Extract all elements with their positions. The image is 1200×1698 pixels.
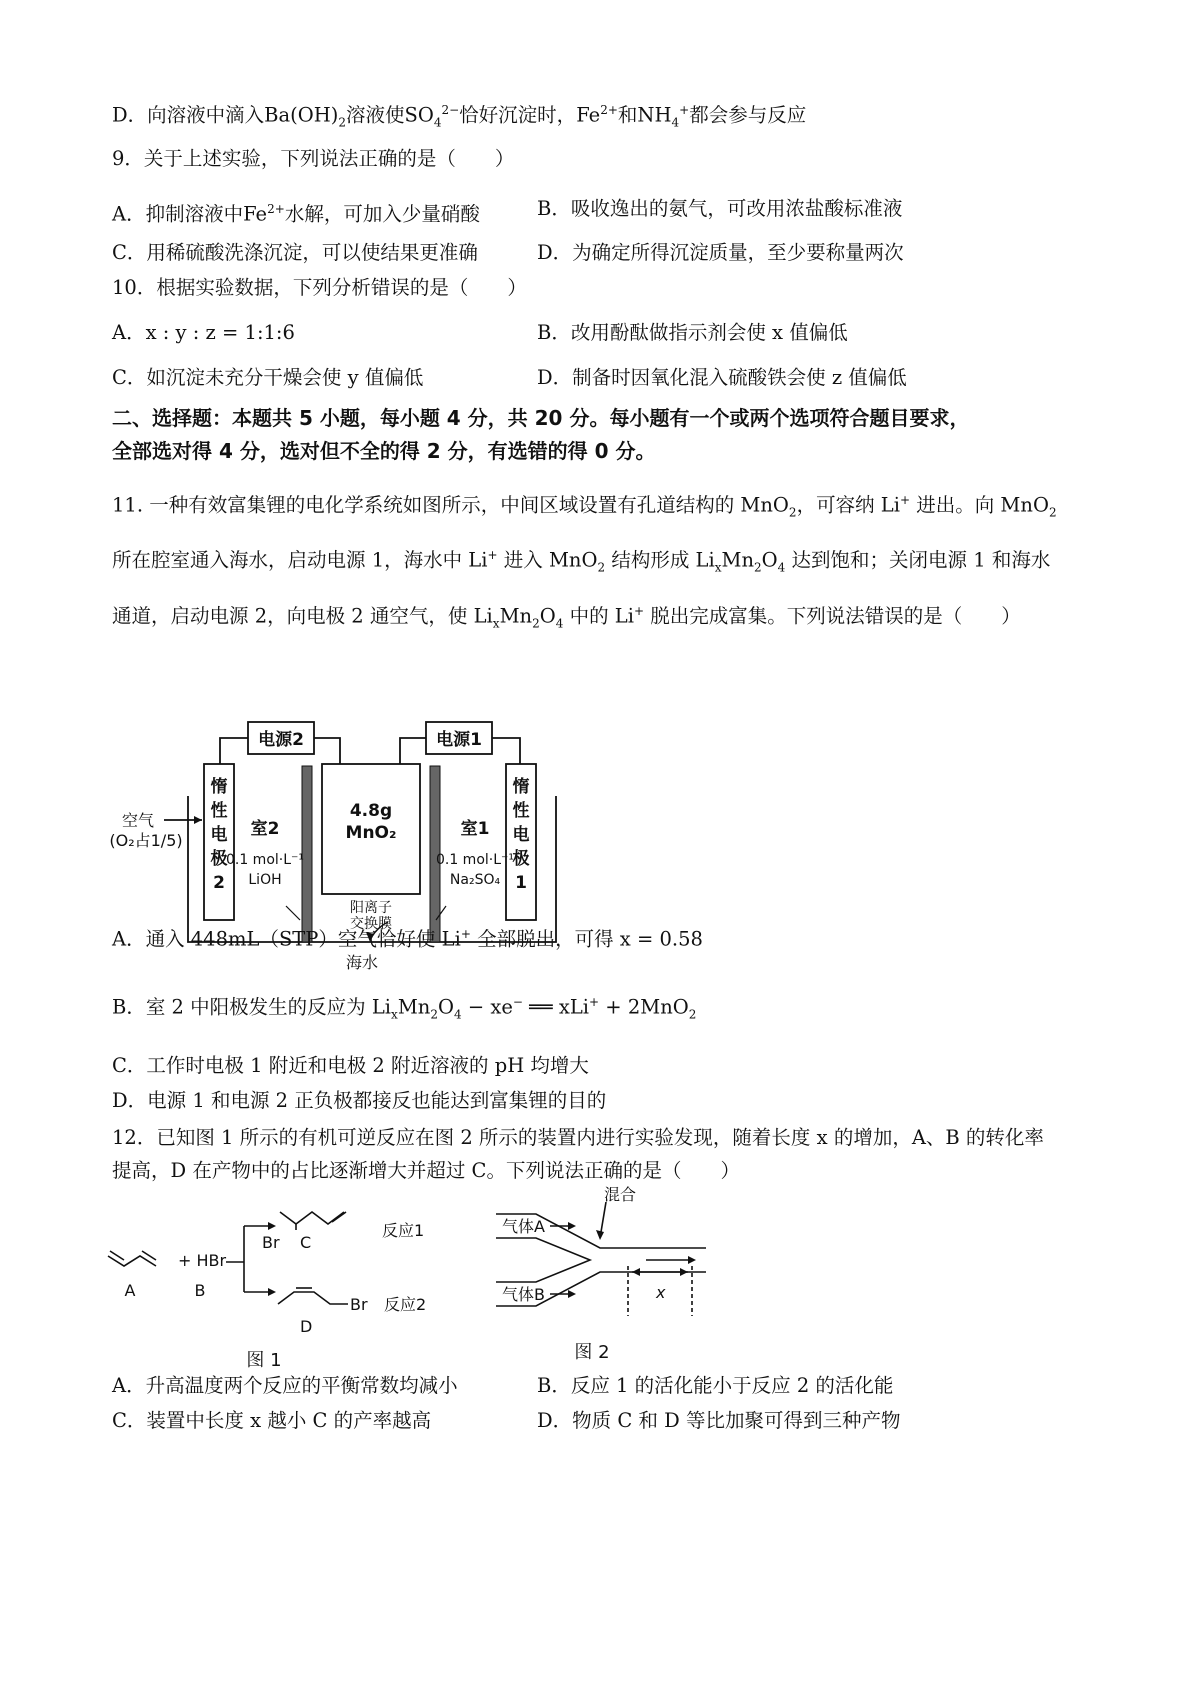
- option-11d: D．电源 1 和电源 2 正负极都接反也能达到富集锂的目的: [112, 1089, 607, 1112]
- membrane-label-1: 阳离子: [350, 900, 392, 916]
- mno2-mass: 4.8g: [349, 801, 393, 821]
- air-label: 空气: [121, 811, 155, 830]
- option-9b: B．吸收逸出的氨气，可改用浓盐酸标准液: [537, 197, 903, 220]
- figure-2-mixing-device: [496, 1186, 726, 1376]
- compound-c-label: C: [300, 1233, 312, 1252]
- mix-label: 混合: [604, 1186, 637, 1204]
- svg-text:性: 性: [512, 801, 530, 821]
- room-2-label: 室2: [250, 819, 280, 839]
- compound-d-label: D: [300, 1317, 313, 1336]
- membrane-label-2: 交换膜: [350, 916, 392, 932]
- question-11-line-3: 通道，启动电源 2，向电极 2 通空气，使 $Li_xMn_2O_4$ 中的 Li+ 脱出完成富集。下列说法错误的是（ ）: [112, 604, 1021, 631]
- option-10d: D．制备时因氧化混入硫酸铁会使 z 值偏低: [537, 366, 907, 389]
- option-10a: A．x : y : z = 1:1:6: [112, 321, 295, 344]
- room-1-label: 室1: [460, 819, 490, 839]
- figure-1-reaction-scheme: [100, 1196, 480, 1376]
- option-11a: A．通入 448mL（STP）空气恰好使 Li+ 全部脱出，可得 x = 0.58: [112, 927, 703, 951]
- compound-b-label: B: [194, 1281, 206, 1300]
- section-2-instructions: 全部选对得 4 分，选对但不全的得 2 分，有选错的得 0 分。: [112, 439, 656, 463]
- svg-text:2: 2: [213, 873, 225, 893]
- svg-text:惰: 惰: [512, 777, 530, 797]
- figure-2-caption: 图 2: [574, 1342, 610, 1363]
- option-12b: B．反应 1 的活化能小于反应 2 的活化能: [537, 1374, 894, 1397]
- question-10: 10．根据实验数据，下列分析错误的是（ ）: [112, 276, 527, 299]
- option-9d: D．为确定所得沉淀质量，至少要称量两次: [537, 241, 904, 264]
- power-source-1-label: 电源1: [436, 730, 482, 750]
- option-12c: C．装置中长度 x 越小 C 的产率越高: [112, 1409, 432, 1432]
- svg-text:性: 性: [210, 801, 228, 821]
- svg-text:电: 电: [512, 825, 530, 845]
- svg-text:极: 极: [210, 849, 228, 869]
- compound-a-label: A: [124, 1281, 136, 1300]
- reaction-1-label: 反应1: [382, 1221, 425, 1240]
- option-11b: B．室 2 中阳极发生的反应为 $Li_xMn_2O_4 - xe^-$ ══ xLi+ + 2MnO$_2$: [112, 995, 697, 1022]
- option-12d: D．物质 C 和 D 等比加聚可得到三种产物: [537, 1409, 901, 1432]
- product-d-structure: [278, 1292, 348, 1304]
- br-on-c: Br: [262, 1233, 280, 1252]
- gas-b-label: 气体B: [502, 1285, 545, 1304]
- option-10c: C．如沉淀未充分干燥会使 y 值偏低: [112, 366, 424, 389]
- question-9: 9．关于上述实验，下列说法正确的是（ ）: [112, 147, 515, 170]
- question-12-line-1: 12．已知图 1 所示的有机可逆反应在图 2 所示的装置内进行实验发现，随着长度 x 的增加，A、B 的转化率: [112, 1126, 1044, 1149]
- reaction-2-label: 反应2: [384, 1295, 427, 1314]
- hbr-label: + HBr: [178, 1251, 227, 1270]
- option-10b: B．改用酚酞做指示剂会使 x 值偏低: [537, 321, 848, 344]
- svg-text:极: 极: [512, 849, 530, 869]
- svg-text:0.1 mol·L⁻¹: 0.1 mol·L⁻¹: [225, 852, 305, 868]
- product-c-structure: [280, 1212, 344, 1224]
- length-x-label: x: [656, 1283, 666, 1302]
- power-source-2-label: 电源2: [258, 730, 304, 750]
- option-9c: C．用稀硫酸洗涤沉淀，可以使结果更准确: [112, 241, 478, 264]
- mno2-label: MnO₂: [345, 823, 397, 843]
- air-oxygen-note: (O₂占1/5): [109, 831, 183, 850]
- question-11-line-2: 所在腔室通入海水，启动电源 1，海水中 Li+ 进入 MnO$_2$ 结构形成 $Li_xMn_2O_4$ 达到饱和；关闭电源 1 和海水: [112, 548, 1051, 575]
- option-12a: A．升高温度两个反应的平衡常数均减小: [112, 1374, 458, 1397]
- gas-a-label: 气体A: [502, 1217, 545, 1236]
- section-2-heading: 二、选择题：本题共 5 小题，每小题 4 分，共 20 分。每小题有一个或两个选项符合题目要求，: [112, 406, 970, 430]
- svg-text:Na₂SO₄: Na₂SO₄: [449, 872, 501, 888]
- svg-text:0.1 mol·L⁻¹: 0.1 mol·L⁻¹: [435, 852, 515, 868]
- svg-text:电: 电: [210, 825, 228, 845]
- seawater-label: 海水: [345, 953, 379, 972]
- question-12-line-2: 提高，D 在产物中的占比逐渐增大并超过 C。下列说法正确的是（ ）: [112, 1159, 740, 1182]
- br-on-d: Br: [350, 1295, 368, 1314]
- figure-1-caption: 图 1: [246, 1350, 282, 1371]
- option-8d: D．向溶液中滴入$Ba(OH)_2$溶液使$SO_4^{2-}$恰好沉淀时，$Fe^{2+}$和$NH_4^+$都会参与反应: [112, 103, 807, 130]
- svg-text:LiOH: LiOH: [248, 872, 282, 888]
- option-9a: A．抑制溶液中$Fe^{2+}$水解，可加入少量硝酸: [112, 202, 480, 226]
- option-11c: C．工作时电极 1 附近和电极 2 附近溶液的 pH 均增大: [112, 1054, 589, 1077]
- svg-text:惰: 惰: [210, 777, 228, 797]
- svg-text:1: 1: [515, 873, 527, 893]
- question-11-line-1: 11. 一种有效富集锂的电化学系统如图所示，中间区域设置有孔道结构的 MnO$_2$，可容纳 Li+ 进出。向 MnO$_2$: [112, 493, 1057, 520]
- butadiene-structure: [108, 1256, 156, 1266]
